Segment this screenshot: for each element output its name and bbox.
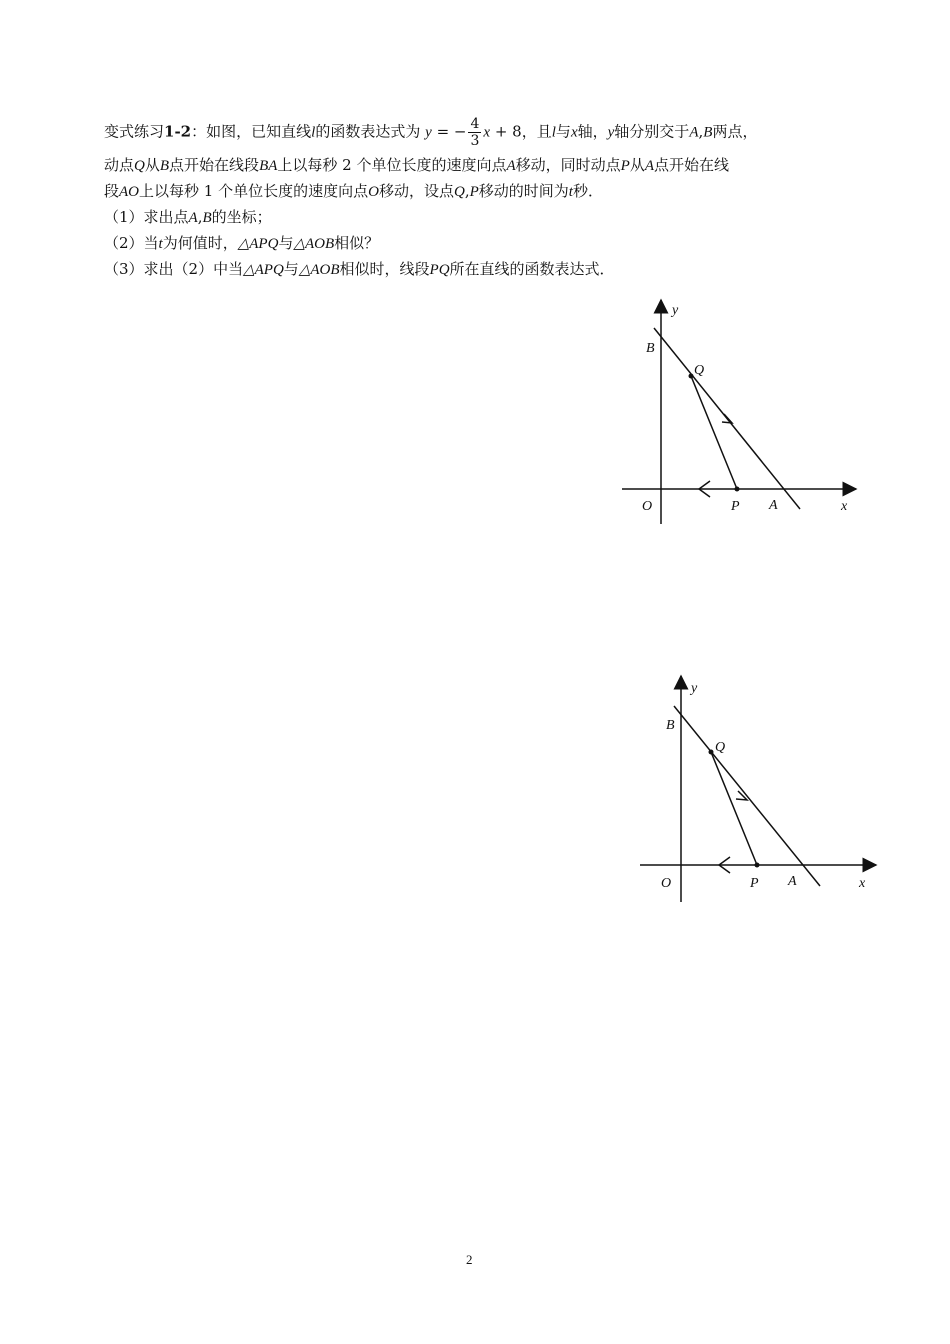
- text: 相似时，线段: [339, 260, 430, 278]
- label-O: O: [642, 499, 653, 514]
- text: 段: [104, 182, 120, 200]
- text: 的函数表达式为: [315, 122, 421, 141]
- label-x: x: [841, 499, 848, 514]
- question-3: [104, 259, 615, 280]
- label-y: y: [672, 303, 679, 318]
- text: 从: [144, 156, 160, 174]
- text: 轴，: [577, 122, 608, 141]
- label-y: y: [691, 681, 698, 696]
- point-P: [755, 863, 760, 868]
- text: 移动，同时动点: [515, 156, 621, 174]
- label-B: B: [666, 718, 675, 733]
- var-Q: Q: [453, 184, 465, 200]
- eq-equals: = −: [431, 122, 467, 141]
- arrow-on-BA: [736, 791, 747, 800]
- triangle-AOB: △AOB: [293, 236, 335, 252]
- var-y: y: [607, 124, 615, 141]
- colon: ：: [191, 122, 207, 141]
- text: 秒．: [572, 182, 603, 200]
- var-BA: BA: [259, 158, 278, 174]
- var-P: P: [620, 158, 630, 174]
- text: 动点: [104, 156, 135, 174]
- question-1: （1）求出点A,B的坐标；: [104, 208, 272, 226]
- text: （3）求出（2）中当: [104, 260, 244, 278]
- var-t: t: [158, 236, 163, 252]
- text: 的坐标；: [211, 208, 272, 226]
- text: 所在直线的函数表达式．: [449, 260, 615, 278]
- var-O: O: [368, 184, 379, 200]
- figure-2: [630, 670, 890, 914]
- label-O: O: [661, 876, 672, 891]
- text: 移动的时间为: [478, 182, 569, 200]
- figure-1-svg: [610, 292, 870, 532]
- line-l: [674, 706, 820, 886]
- text: 点开始在线段: [169, 156, 260, 174]
- triangle-AOB: △AOB: [298, 262, 340, 278]
- var-A: A: [689, 124, 699, 141]
- text: 与: [283, 260, 299, 278]
- text: 如图，已知直线: [206, 122, 312, 141]
- var-l: l: [551, 124, 556, 141]
- point-Q: [689, 374, 694, 379]
- text: 轴分别交于: [614, 122, 690, 141]
- fraction: [468, 116, 481, 149]
- triangle-APQ: △APQ: [243, 262, 284, 278]
- triangle-APQ: △APQ: [237, 236, 279, 252]
- question-2: [104, 233, 379, 254]
- var-A: A: [188, 210, 198, 226]
- problem-number: 1-2: [164, 122, 192, 141]
- var-PQ: PQ: [429, 262, 450, 278]
- var-x: x: [570, 124, 578, 141]
- text: 上以每秒 2 个单位长度的速度向点: [277, 156, 507, 174]
- point-Q: [709, 750, 714, 755]
- text: ，且: [521, 122, 552, 141]
- var-A: A: [644, 158, 655, 174]
- text: 相似？: [334, 234, 380, 252]
- var-A: A: [506, 158, 516, 174]
- var-B: B: [159, 158, 170, 174]
- eq-tail: + 8: [490, 122, 522, 141]
- eq-x: x: [483, 124, 491, 141]
- label-x: x: [859, 876, 866, 891]
- problem-line-3: 段AO上以每秒 1 个单位长度的速度向点O移动，设点Q,P移动的时间为t秒．: [104, 182, 603, 200]
- text: 与: [555, 122, 571, 141]
- text: （2）当: [104, 234, 159, 252]
- label-P: P: [750, 876, 759, 891]
- var-B: B: [703, 124, 713, 141]
- text: 为何值时，: [162, 234, 238, 252]
- figure-2-svg: [630, 670, 890, 910]
- label-A: A: [788, 874, 797, 889]
- problem-line-2: [104, 155, 729, 176]
- text: 从: [629, 156, 645, 174]
- fraction-denominator: 3: [470, 133, 480, 149]
- label-B: B: [646, 341, 655, 356]
- label-A: A: [769, 498, 778, 513]
- label-P: P: [731, 499, 740, 514]
- var-P: P: [469, 184, 479, 200]
- var-B: B: [202, 210, 212, 226]
- text: 移动，设点: [378, 182, 454, 200]
- label-Q: Q: [694, 363, 705, 378]
- segment-PQ: [691, 376, 737, 489]
- eq-y: y: [425, 124, 432, 141]
- var-t: t: [568, 184, 573, 200]
- text: 与: [278, 234, 294, 252]
- point-P: [735, 487, 740, 492]
- fraction-numerator: 4: [470, 116, 480, 132]
- problem-title: 变式练习: [104, 122, 165, 141]
- figure-1: [610, 292, 870, 536]
- label-Q: Q: [715, 740, 726, 755]
- text: （1）求出点: [104, 208, 189, 226]
- text: 两点，: [712, 122, 758, 141]
- text: 点开始在线: [654, 156, 730, 174]
- var-Q: Q: [134, 158, 145, 174]
- segment-PQ: [711, 752, 757, 865]
- text: 上以每秒 1 个单位长度的速度向点: [139, 182, 369, 200]
- var-l: l: [311, 124, 316, 141]
- var-AO: AO: [119, 184, 140, 200]
- problem-line-1: 变式练习1-2：如图，已知直线l的函数表达式为 y = − $\frac{4}{3}$ x + 8，且l与x轴，y轴分别交于A,B两点，: [104, 116, 758, 149]
- page-number: 2: [466, 1252, 473, 1267]
